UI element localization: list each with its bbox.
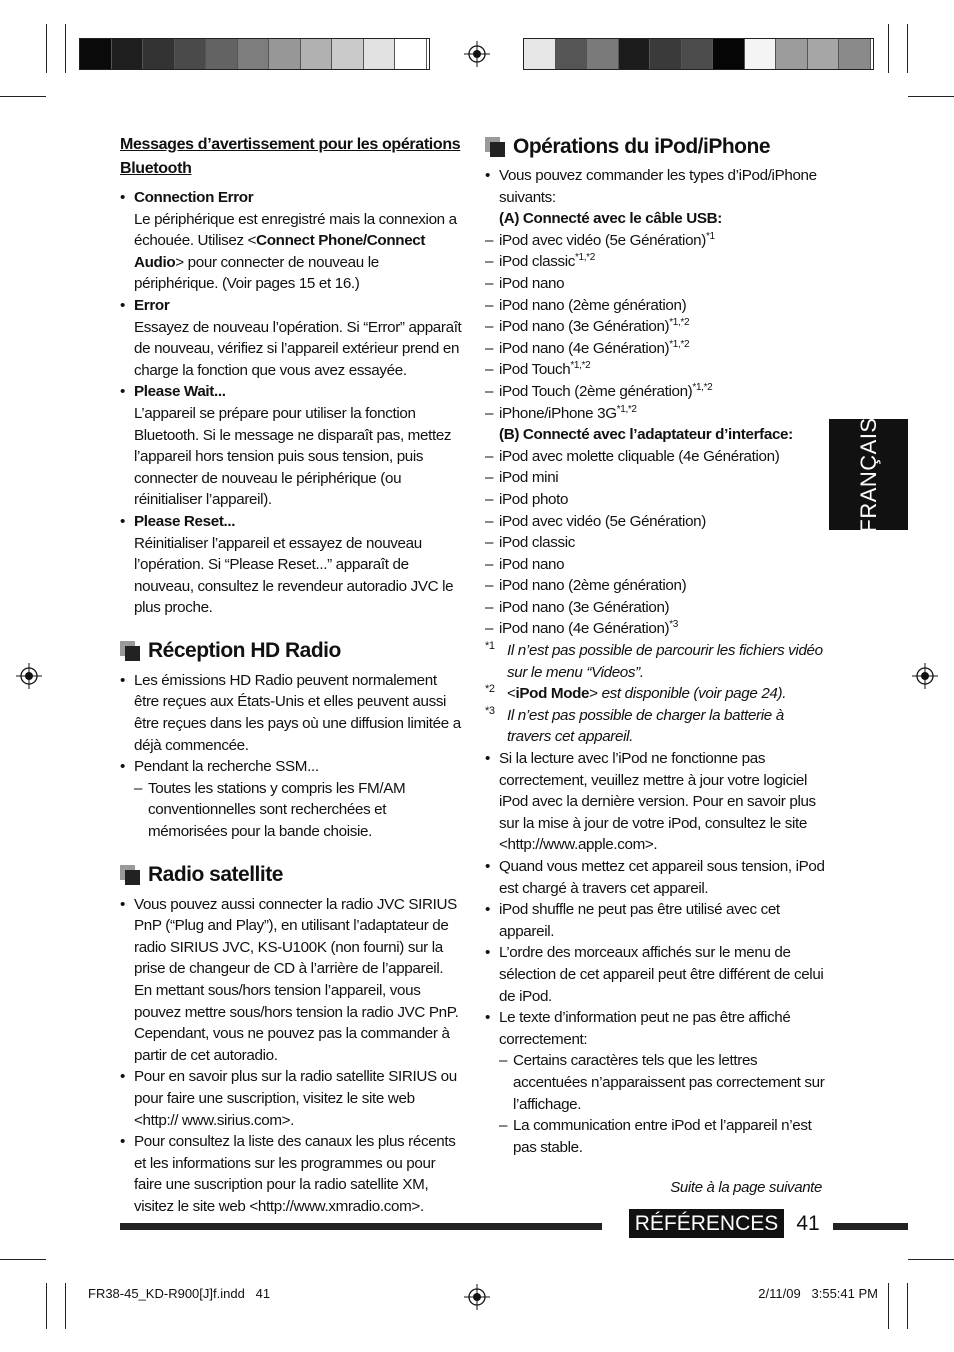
- group-b-title: (B) Connecté avec l’adaptateur d’interface:: [499, 426, 793, 444]
- color-swatch: [524, 39, 556, 69]
- color-swatch: [776, 39, 808, 69]
- color-swatch: [332, 39, 364, 69]
- warning-please-reset: [120, 511, 462, 619]
- color-swatch: [80, 39, 112, 69]
- section-label: RÉFÉRENCES: [629, 1209, 784, 1238]
- model-item: – iPod nano (2ème génération): [485, 575, 827, 597]
- model-item: – iPod avec vidéo (5e Génération): [485, 511, 827, 533]
- color-swatch: [206, 39, 238, 69]
- warning-please-wait: [120, 381, 462, 511]
- dash-item: – Toutes les stations y compris les FM/AM conventionnelles sont recherchées et mémorisées pour la bande choisie.: [134, 778, 462, 843]
- model-item: – iPod classic$^{*1,*2}$: [485, 251, 827, 273]
- color-swatch: [587, 39, 619, 69]
- continued-note: Suite à la page suivante: [670, 1179, 822, 1196]
- model-item: – iPod nano (4e Génération)$^{*3}$: [485, 618, 827, 640]
- color-swatch: [238, 39, 270, 69]
- warning-text: Le périphérique est enregistré mais la connexion a échouée. Utilisez <Connect Phone/Connect Audio> pour connecter de nouveau le périphérique. (Voir pages 15 et 16.): [134, 210, 457, 293]
- model-item: – iPod nano: [485, 273, 827, 295]
- model-item: – iPod classic: [485, 532, 827, 554]
- model-item: – iPod photo: [485, 489, 827, 511]
- color-swatch: [839, 39, 871, 69]
- color-swatch: [682, 39, 714, 69]
- model-item: – iPod nano: [485, 554, 827, 576]
- list-item: • Pour consultez la liste des canaux les plus récents et les informations sur les programmes ou pour faire une suscription pour la radio satellite XM, visitez le site web <http://www.xmradio.com>.: [120, 1131, 462, 1217]
- crop-mark: [65, 1283, 66, 1329]
- list-item: • Les émissions HD Radio peuvent normalement être reçues aux États-Unis et elles peuvent aussi être reçues dans les pays où une diffusion limitée a déjà commencée.: [120, 670, 462, 756]
- hd-radio-heading: Réception HD Radio: [120, 637, 462, 665]
- group-a-list: [485, 230, 827, 424]
- group-a-title: (A) Connecté avec le câble USB:: [499, 210, 722, 228]
- print-stamp: 2/11/09 3:55:41 PM: [758, 1286, 878, 1301]
- ipod-heading: Opérations du iPod/iPhone: [485, 133, 827, 161]
- color-swatch: [301, 39, 333, 69]
- dash-item: – La communication entre iPod et l’appareil n’est pas stable.: [499, 1115, 827, 1158]
- bluetooth-warnings-title: Messages d’avertissement pour les opérations Bluetooth: [120, 136, 461, 177]
- group-b-list: [485, 446, 827, 640]
- color-swatch: [745, 39, 777, 69]
- color-swatch: [713, 39, 745, 69]
- color-swatch: [556, 39, 588, 69]
- model-item: – iPhone/iPhone $3G^{*1,*2}$: [485, 403, 827, 425]
- model-item: – iPod nano (3e Génération)$^{*1,*2}$: [485, 316, 827, 338]
- crop-mark: [907, 1283, 908, 1329]
- footer-rule: [833, 1223, 908, 1230]
- color-swatch: [395, 39, 427, 69]
- page-number: 41: [796, 1212, 820, 1235]
- model-item: – iPod avec vidéo (5e Génération)$^{*1}$: [485, 230, 827, 252]
- color-swatch: [808, 39, 840, 69]
- dash-item: – Certains caractères tels que les lettres accentuées n’apparaissent pas correctement sur l’affichage.: [499, 1050, 827, 1115]
- crop-mark: [0, 96, 46, 97]
- crop-mark: [65, 24, 66, 73]
- section-square-icon: [120, 865, 140, 885]
- list-item: • Quand vous mettez cet appareil sous tension, iPod est chargé à travers cet appareil.: [485, 856, 827, 899]
- list-item: • Pour en savoir plus sur la radio satellite SIRIUS ou pour faire une suscription, visitez le site web <http:// www.sirius.com>.: [120, 1066, 462, 1131]
- list-item: • Si la lecture avec l’iPod ne fonctionne pas correctement, veuillez mettre à jour votre logiciel iPod avec la dernière version. Pour en savoir plus sur la mise à jour de votre iPod, consultez le site <http://www.apple.com>.: [485, 748, 827, 856]
- registration-mark-icon: [912, 663, 938, 689]
- color-calibration-bar-left: [79, 38, 430, 70]
- warning-connection-error: [120, 187, 462, 295]
- color-swatch: [175, 39, 207, 69]
- model-item: – iPod mini: [485, 467, 827, 489]
- list-item: • L’ordre des morceaux affichés sur le menu de sélection de cet appareil peut être différent de celui de iPod.: [485, 942, 827, 1007]
- warning-error: [120, 295, 462, 381]
- registration-mark-icon: [464, 41, 490, 67]
- model-item: – iPod avec molette cliquable (4e Génération): [485, 446, 827, 468]
- warning-head: • Error: [134, 296, 170, 314]
- crop-mark: [0, 1259, 46, 1260]
- model-item: – iPod Touch$^{*1,*2}$: [485, 359, 827, 381]
- language-label: FRANÇAIS: [855, 416, 881, 533]
- section-square-icon: [485, 137, 505, 157]
- crop-mark: [907, 24, 908, 73]
- color-swatch: [364, 39, 396, 69]
- crop-mark: [888, 1283, 889, 1329]
- right-column: [485, 133, 827, 1158]
- list-item: • iPod shuffle ne peut pas être utilisé avec cet appareil.: [485, 899, 827, 942]
- section-square-icon: [120, 641, 140, 661]
- model-item: – iPod nano (3e Génération): [485, 597, 827, 619]
- warning-head: • Please Wait...: [134, 383, 226, 401]
- warning-head: • Connection Error: [134, 189, 254, 206]
- color-swatch: [143, 39, 175, 69]
- list-item: • Le texte d’information peut ne pas être affiché correctement: – Certains caractères tels que les lettres accentuées n’apparaissent pas correctement sur l’affichage. – La communication entre iPod et l’appareil n’est pas stable.: [485, 1007, 827, 1158]
- list-item: • Vous pouvez commander les types d’iPod/iPhone suivants:: [485, 165, 827, 208]
- language-tab: [829, 416, 908, 533]
- warning-head: • Please Reset...: [134, 512, 236, 530]
- color-swatch: [269, 39, 301, 69]
- warning-text: Réinitialiser l’appareil et essayez de nouveau l’opération. Si “Please Reset...” apparaît de nouveau, consultez le revendeur autoradio JVC le plus proche.: [134, 534, 454, 617]
- color-calibration-bar-right: [523, 38, 874, 70]
- model-item: – iPod nano (4e Génération)$^{*1,*2}$: [485, 338, 827, 360]
- list-item: • Pendant la recherche SSM... – Toutes les stations y compris les FM/AM conventionnelles sont recherchées et mémorisées pour la bande choisie.: [120, 756, 462, 842]
- satellite-radio-heading: Radio satellite: [120, 861, 462, 889]
- color-swatch: [650, 39, 682, 69]
- crop-mark: [46, 24, 47, 73]
- footnote-3: *3 Il n’est pas possible de charger la batterie à travers cet appareil.: [485, 704, 784, 746]
- color-swatch: [112, 39, 144, 69]
- color-swatch: [619, 39, 651, 69]
- file-info: FR38-45_KD-R900[J]f.indd 41: [88, 1286, 271, 1301]
- warning-text: L’appareil se prépare pour utiliser la fonction Bluetooth. Si le message ne disparaît pas, mettez l’appareil hors tension puis sous tension, puis connecter de nouveau le périphérique (ou réinitialiser l’appareil).: [134, 404, 452, 509]
- footnote-1: *1 Il n’est pas possible de parcourir les fichiers vidéo sur le menu “Videos”.: [485, 640, 823, 681]
- left-column: [120, 133, 462, 1218]
- footnote-2: *2 <iPod Mode> est disponible (voir page 24).: [485, 683, 787, 703]
- registration-mark-icon: [464, 1284, 490, 1310]
- footer-rule: [120, 1223, 602, 1230]
- model-item: – iPod nano (2ème génération): [485, 295, 827, 317]
- warning-text: Essayez de nouveau l’opération. Si “Error” apparaît de nouveau, vérifiez si l’appareil extérieur prend en charge la fonction que vous avez essayée.: [134, 318, 462, 379]
- registration-mark-icon: [16, 663, 42, 689]
- model-item: – iPod Touch (2ème génération)$^{*1,*2}$: [485, 381, 827, 403]
- crop-mark: [888, 24, 889, 73]
- crop-mark: [46, 1283, 47, 1329]
- list-item: • Vous pouvez aussi connecter la radio JVC SIRIUS PnP (“Plug and Play”), en utilisant l’adaptateur de radio SIRIUS JVC, KS-U100K (non fourni) sur la prise de changeur de CD à l’arrière de l’appareil. En mettant sous/hors tension l’appareil, vous pouvez mettre sous/hors tension la radio JVC PnP. Cependant, vous ne pouvez pas la commander à partir de cet autoradio.: [120, 894, 462, 1067]
- crop-mark: [908, 1259, 954, 1260]
- crop-mark: [908, 96, 954, 97]
